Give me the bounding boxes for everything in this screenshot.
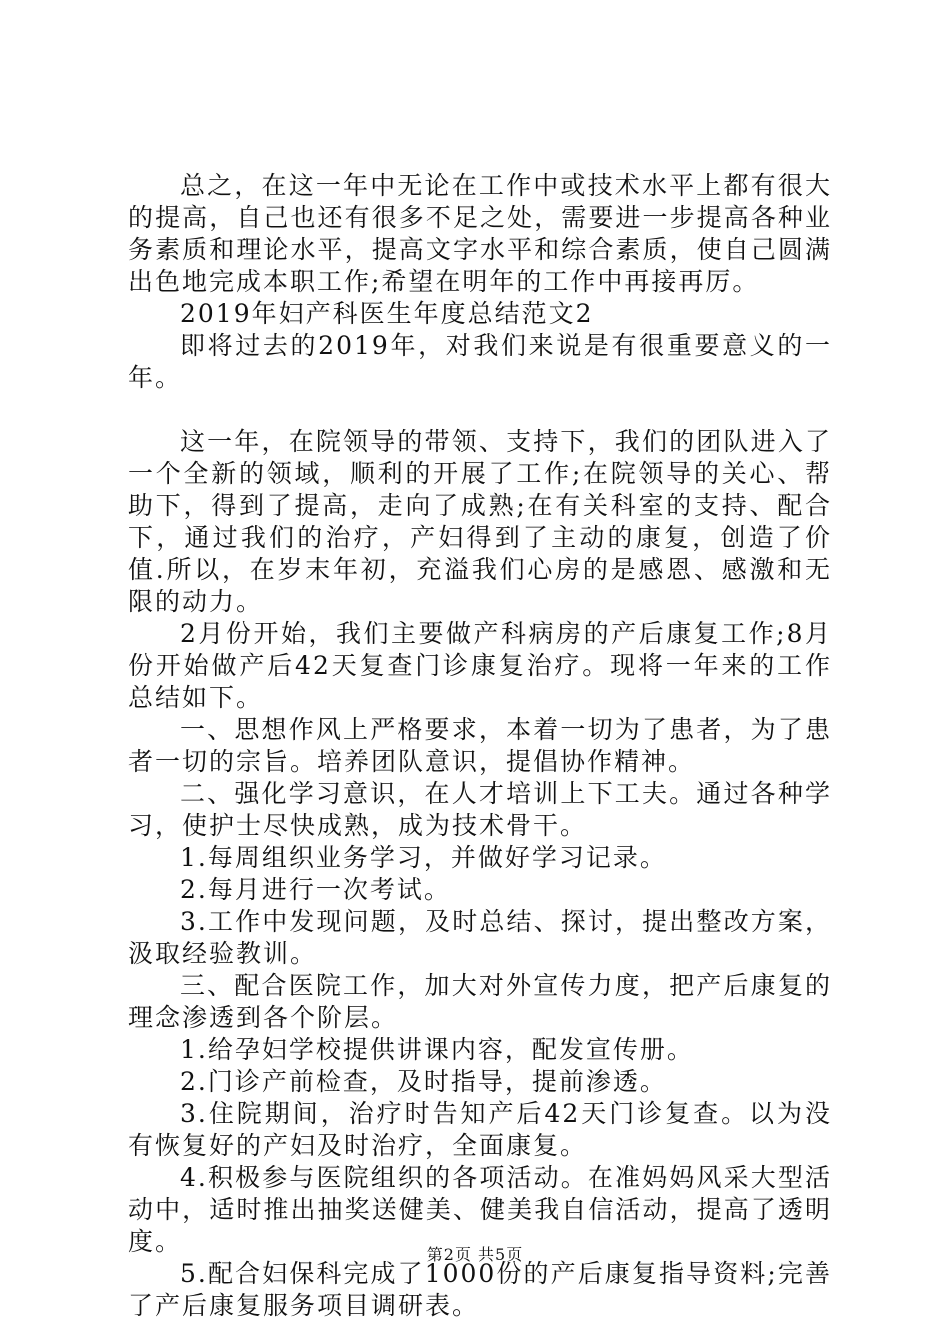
document-body [128,170,832,1322]
list-item: 3.工作中发现问题，及时总结、探讨，提出整改方案，汲取经验教训。 [128,907,832,968]
paragraph-intro: 即将过去的2019年，对我们来说是有很重要意义的一年。 [128,331,832,392]
list-item: 5.配合妇保科完成了1000份的产后康复指导资料;完善了产后康复服务项目调研表。 [128,1259,832,1320]
paragraph-summary: 总之，在这一年中无论在工作中或技术水平上都有很大的提高，自己也还有很多不足之处，需要进一步提高各种业务素质和理论水平，提高文字水平和综合素质，使自己圆满出色地完成本职工作;希望在明年的工作中再接再厉。 [128,171,832,296]
list-item: 2.门诊产前检查，及时指导，提前渗透。 [180,1067,667,1096]
list-item: 1.给孕妇学校提供讲课内容，配发宣传册。 [180,1035,694,1064]
list-item: 2.每月进行一次考试。 [180,875,451,904]
list-item: 3.住院期间，治疗时告知产后42天门诊复查。以为没有恢复好的产妇及时治疗，全面康复。 [128,1099,832,1160]
section-heading: 2019年妇产科医生年度总结范文2 [180,299,594,328]
paragraph-point-2: 二、强化学习意识，在人才培训上下工夫。通过各种学习，使护士尽快成熟，成为技术骨干。 [128,779,832,840]
paragraph-work-start: 2月份开始，我们主要做产科病房的产后康复工作;8月份开始做产后42天复查门诊康复治疗。现将一年来的工作总结如下。 [128,619,832,712]
list-item: 1.每周组织业务学习，并做好学习记录。 [180,843,667,872]
list-item: 4.积极参与医院组织的各项活动。在准妈妈风采大型活动中，适时推出抽奖送健美、健美我自信活动，提高了透明度。 [128,1163,832,1256]
paragraph-year-review: 这一年，在院领导的带领、支持下，我们的团队进入了一个全新的领域，顺利的开展了工作;在院领导的关心、帮助下，得到了提高，走向了成熟;在有关科室的支持、配合下，通过我们的治疗，产妇得到了主动的康复，创造了价值.所以，在岁末年初，充溢我们心房的是感恩、感激和无限的动力。 [128,427,832,616]
paragraph-point-3: 三、配合医院工作，加大对外宣传力度，把产后康复的理念渗透到各个阶层。 [128,971,832,1032]
paragraph-point-1: 一、思想作风上严格要求，本着一切为了患者，为了患者一切的宗旨。培养团队意识，提倡协作精神。 [128,715,832,776]
page-number-footer: 第2页 共5页 [426,1245,524,1264]
